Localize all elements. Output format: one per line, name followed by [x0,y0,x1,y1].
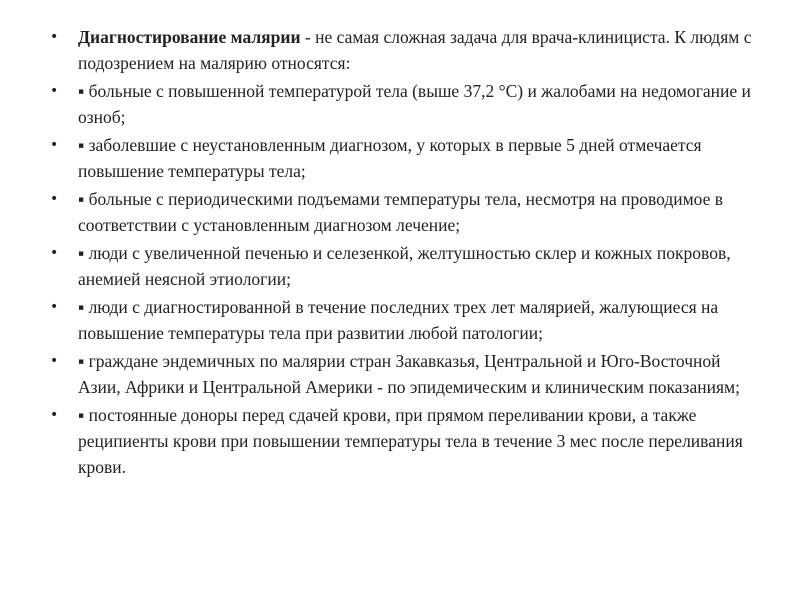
list-item [44,240,764,292]
bullet-icon: • [50,353,59,369]
bullet-icon: • [50,137,59,153]
list-item-text: ▪ граждане эндемичных по малярии стран Закавказья, Центральной и Юго-Восточной Азии, Африки и Центральной Америки - по эпидемическим и клиническим показаниям; [78,351,740,397]
bullet-icon: • [50,407,59,423]
list-item [44,186,764,238]
list-item [44,132,764,184]
list-item [44,78,764,130]
list-item [44,294,764,346]
list-item-text: ▪ больные с повышенной температурой тела (выше 37,2 °С) и жалобами на недомогание и озноб; [78,81,751,127]
bullet-icon: • [50,29,59,45]
bullet-icon: • [50,83,59,99]
list-item [44,348,764,400]
bullet-icon: • [50,245,59,261]
list-item-text: ▪ заболевшие с неустановленным диагнозом, у которых в первые 5 дней отмечается повышение температуры тела; [78,135,702,181]
list-item-text: ▪ люди с увеличенной печенью и селезенкой, желтушностью склер и кожных покровов, анемией неясной этиологии; [78,243,731,289]
intro-text: - не самая сложная задача для врача-клинициста. К людям с подозрением на малярию относятся: [78,27,752,73]
list-item-text: ▪ больные с периодическими подъемами температуры тела, несмотря на проводимое в соответствии с установленным диагнозом лечение; [78,189,724,235]
bullet-icon: • [50,191,59,207]
list-item-text: ▪ постоянные доноры перед сдачей крови, при прямом переливании крови, а также реципиенты крови при повышении температуры тела в течение 3 мес после переливания крови. [78,405,743,477]
bullet-icon: • [50,299,59,315]
intro-paragraph [44,24,764,76]
bullet-list [44,24,764,480]
intro-bold-term: Диагностирование малярии [78,27,301,47]
list-item-text: ▪ люди с диагностированной в течение последних трех лет малярией, жалующиеся на повышение температуры тела при развитии любой патологии; [78,297,719,343]
list-item [44,402,764,480]
